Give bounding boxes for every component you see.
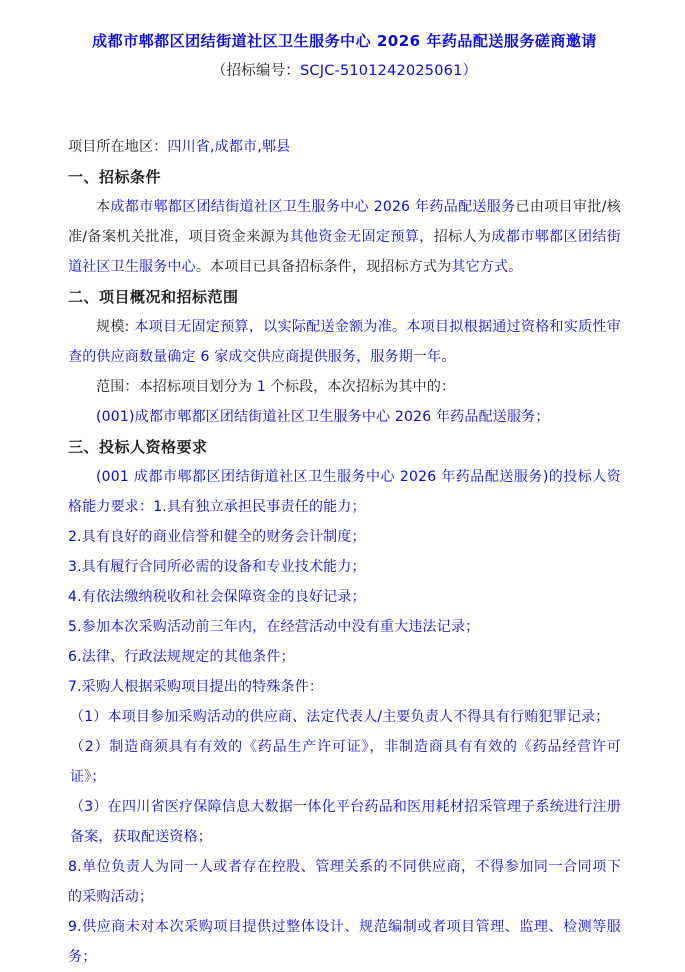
- text-segment: 6.法律、行政法规规定的其他条件；: [68, 649, 295, 665]
- document-title: [68, 26, 621, 56]
- special-condition-2: [68, 732, 621, 792]
- qualification-intro-paragraph: [68, 462, 621, 522]
- qualification-item-4: [68, 582, 621, 612]
- section-heading-1: [68, 162, 621, 192]
- text-segment: 其它方式: [451, 259, 509, 275]
- project-location-line: [68, 132, 621, 162]
- text-segment: 其他资金无固定预算: [289, 229, 420, 245]
- scale-paragraph: [68, 312, 621, 372]
- qualification-item-8: [68, 852, 621, 912]
- text-segment: 。: [508, 259, 523, 275]
- special-condition-1: [68, 702, 621, 732]
- text-segment: 本项目无固定预算，以实际配送金额为准。本项目拟根据通过资格和实质性审查的供应商数量确定 6 家成交供应商提供服务，服务期一年。: [68, 319, 621, 365]
- text-segment: 规模:: [96, 319, 135, 335]
- text-segment: 四川省,成都市,郫县: [167, 139, 291, 155]
- text-segment: 。本项目已具备招标条件，现招标方式为: [195, 259, 452, 275]
- tender-number-line: [68, 56, 621, 86]
- text-segment: （1）本项目参加采购活动的供应商、法定代表人/主要负责人不得具有行贿犯罪记录；: [70, 709, 610, 725]
- text-segment: （招标编号：: [211, 63, 300, 79]
- qualification-item-7: [68, 672, 621, 702]
- qualification-item-9: [68, 912, 621, 972]
- text-segment: ，招标人为: [419, 229, 492, 245]
- text-segment: 项目所在地区：: [68, 139, 168, 155]
- text-segment: 本: [96, 199, 111, 215]
- text-segment: 1: [256, 379, 266, 395]
- section-heading-2: [68, 282, 621, 312]
- qualification-item-2: [68, 522, 621, 552]
- text-segment: 成都市郫都区团结街道社区卫生服务中心: [68, 229, 622, 275]
- text-segment: 8.单位负责人为同一人或者存在控股、管理关系的不同供应商，不得参加同一合同项下的采购活动；: [68, 859, 621, 905]
- text-segment: 5.参加本次采购活动前三年内，在经营活动中没有重大违法记录；: [68, 619, 480, 635]
- text-segment: 4.有依法缴纳税收和社会保障资金的良好记录；: [68, 589, 366, 605]
- text-segment: SCJC-5101242025061）: [300, 63, 478, 79]
- lot-001-line: [68, 402, 621, 432]
- text-segment: 二、项目概况和招标范围: [68, 288, 239, 306]
- scope-paragraph: [68, 372, 621, 402]
- text-segment: (001 成都市郫都区团结街道社区卫生服务中心 2026 年药品配送服务)的投标人资格能力要求：1.具有独立承担民事责任的能力；: [68, 469, 621, 515]
- qualification-item-6: [68, 642, 621, 672]
- text-segment: （3）在四川省医疗保障信息大数据一体化平台药品和医用耗材招采管理子系统进行注册备案，获取配送资格；: [70, 799, 621, 845]
- text-segment: (001)成都市郫都区团结街道社区卫生服务中心 2026 年药品配送服务；: [96, 409, 550, 425]
- text-segment: 三、投标人资格要求: [68, 438, 208, 456]
- text-segment: 成都市郫都区团结街道社区卫生服务中心 2026 年药品配送服务: [110, 199, 516, 215]
- section-heading-3: [68, 432, 621, 462]
- special-condition-3: [68, 792, 621, 852]
- text-segment: 个标段，本次招标为其中的：: [265, 379, 456, 395]
- text-segment: 已由项目审批/核准/备案机关批准，项目资金来源为: [68, 199, 621, 245]
- qualification-item-3: [68, 552, 621, 582]
- text-segment: 范围：本招标项目划分为: [96, 379, 257, 395]
- text-segment: 2.具有良好的商业信誉和健全的财务会计制度；: [68, 529, 366, 545]
- text-segment: 成都市郫都区团结街道社区卫生服务中心 2026 年药品配送服务磋商邀请: [92, 32, 597, 50]
- text-segment: （2）制造商须具有有效的《药品生产许可证》，非制造商具有有效的《药品经营许可证》；: [70, 739, 621, 785]
- qualification-item-5: [68, 612, 621, 642]
- text-segment: 3.具有履行合同所必需的设备和专业技术能力；: [68, 559, 366, 575]
- text-segment: 7.采购人根据采购项目提出的特殊条件：: [68, 679, 324, 695]
- text-segment: 一、招标条件: [68, 168, 162, 186]
- tender-conditions-paragraph: [68, 192, 621, 282]
- text-segment: 9.供应商未对本次采购项目提供过整体设计、规范编制或者项目管理、监理、检测等服务；: [68, 919, 621, 965]
